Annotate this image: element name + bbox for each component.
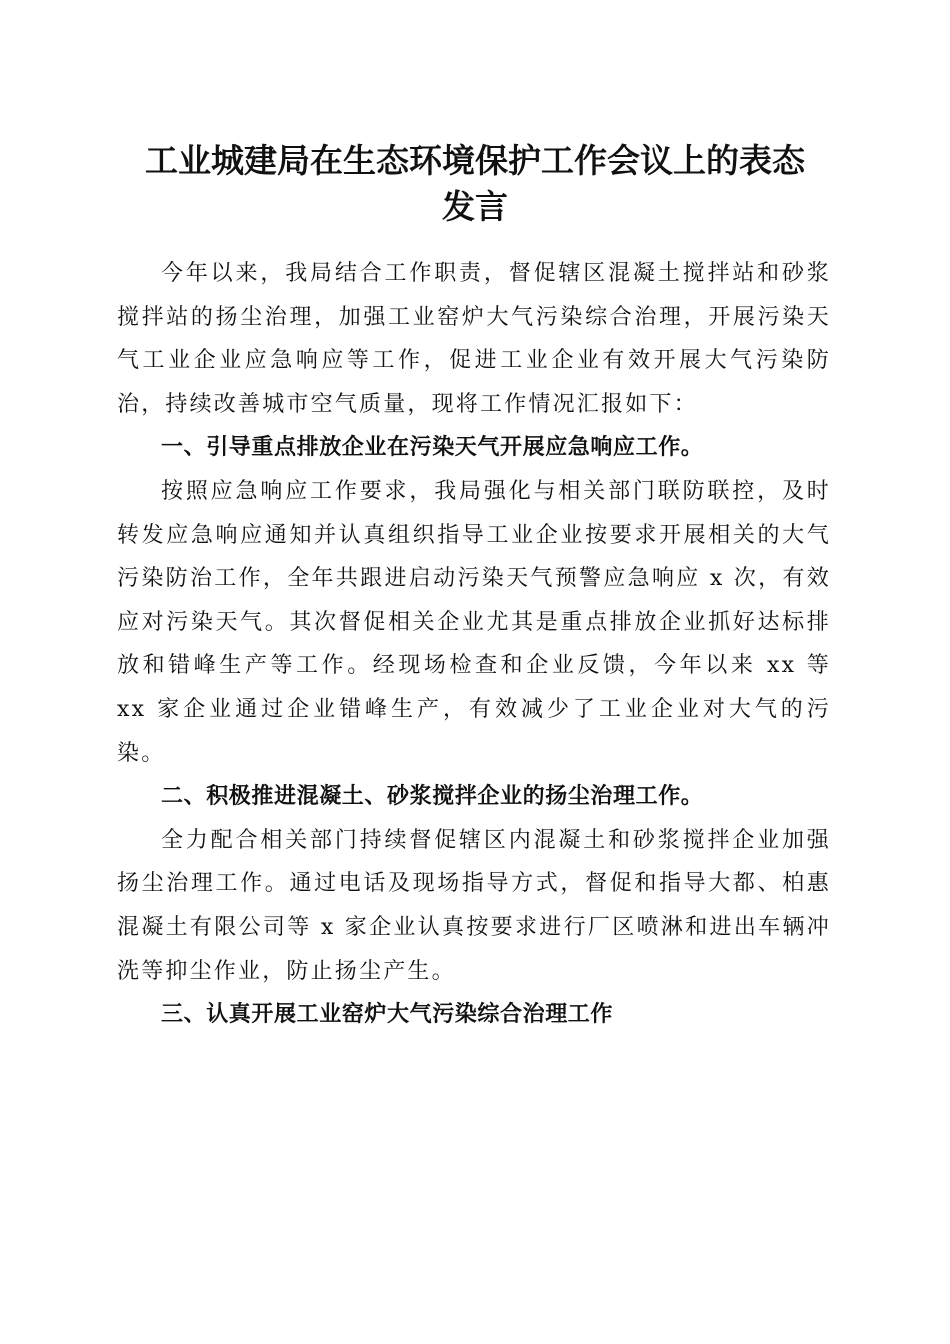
title-line-2: 发言 [442, 187, 508, 226]
document-title [100, 138, 850, 230]
title-line-1: 工业城建局在生态环境保护工作会议上的表态 [145, 141, 805, 180]
section-2-heading: 二、积极推进混凝土、砂浆搅拌企业的扬尘治理工作。 [161, 784, 704, 810]
section-1-body: 按照应急响应工作要求，我局强化与相关部门联防联控，及时转发应急响应通知并认真组织指导工业企业按要求开展相关的大气污染防治工作，全年共跟进启动污染天气预警应急响应 x 次，有效应对污染天气。其次督促相关企业尤其是重点排放企业抓好达标排放和错峰生产等工作。经现场检查和企业反馈，今年以来 xx 等 xx 家企业通过企业错峰生产，有效减少了工业企业对大气的污染。 [117, 478, 831, 766]
section-1-heading: 一、引导重点排放企业在污染天气开展应急响应工作。 [161, 435, 704, 461]
section-3-heading: 三、认真开展工业窑炉大气污染综合治理工作 [161, 1002, 614, 1028]
intro-paragraph: 今年以来，我局结合工作职责，督促辖区混凝土搅拌站和砂浆搅拌站的扬尘治理，加强工业窑炉大气污染综合治理，开展污染天气工业企业应急响应等工作，促进工业企业有效开展大气污染防治，持续改善城市空气质量，现将工作情况汇报如下： [117, 261, 831, 417]
document-body [117, 252, 831, 1037]
section-2-body: 全力配合相关部门持续督促辖区内混凝土和砂浆搅拌企业加强扬尘治理工作。通过电话及现场指导方式，督促和指导大都、柏惠混凝土有限公司等 x 家企业认真按要求进行厂区喷淋和进出车辆冲洗等抑尘作业，防止扬尘产生。 [117, 827, 831, 984]
